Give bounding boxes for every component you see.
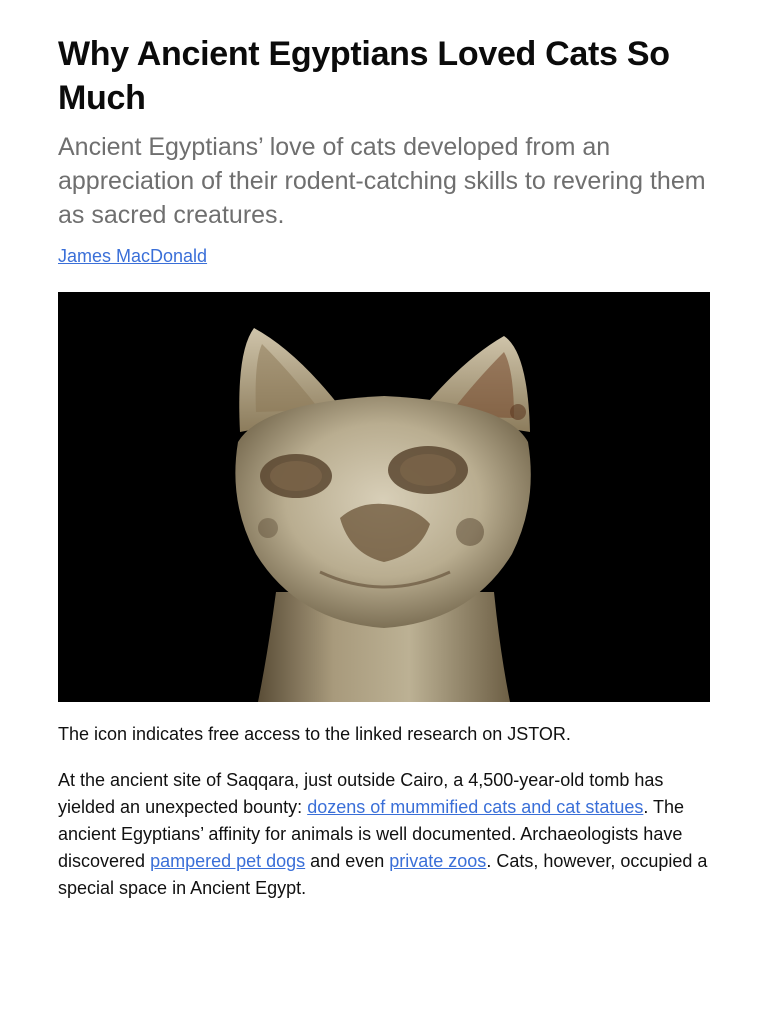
- jstor-access-note: The icon indicates free access to the linked research on JSTOR.: [58, 724, 571, 744]
- cat-mummy-illustration: [58, 292, 710, 702]
- article-title: Why Ancient Egyptians Loved Cats So Much: [58, 35, 670, 117]
- article-subtitle: Ancient Egyptians’ love of cats developed from an appreciation of their rodent-catching skills to revering them as sacred creatures.: [58, 133, 706, 229]
- body-text-segment: . The ancient Egyptians’ affinity for animals is well documented. Archaeologists have discovered: [58, 797, 685, 871]
- link-private-zoos[interactable]: private zoos: [389, 851, 487, 871]
- author-link[interactable]: James MacDonald: [58, 246, 208, 266]
- hero-image: [58, 292, 710, 702]
- body-text-segment: At the ancient site of Saqqara, just outside Cairo, a 4,500-year-old tomb has yielded an unexpected bounty:: [58, 770, 664, 817]
- body-text-segment: and even: [305, 851, 390, 871]
- link-pampered-pet-dogs[interactable]: pampered pet dogs: [150, 851, 306, 871]
- link-mummified-cats[interactable]: dozens of mummified cats and cat statues: [307, 797, 644, 817]
- body-text-segment: . Cats, however, occupied a special space in Ancient Egypt.: [58, 851, 708, 898]
- article-body-paragraph: [58, 767, 710, 902]
